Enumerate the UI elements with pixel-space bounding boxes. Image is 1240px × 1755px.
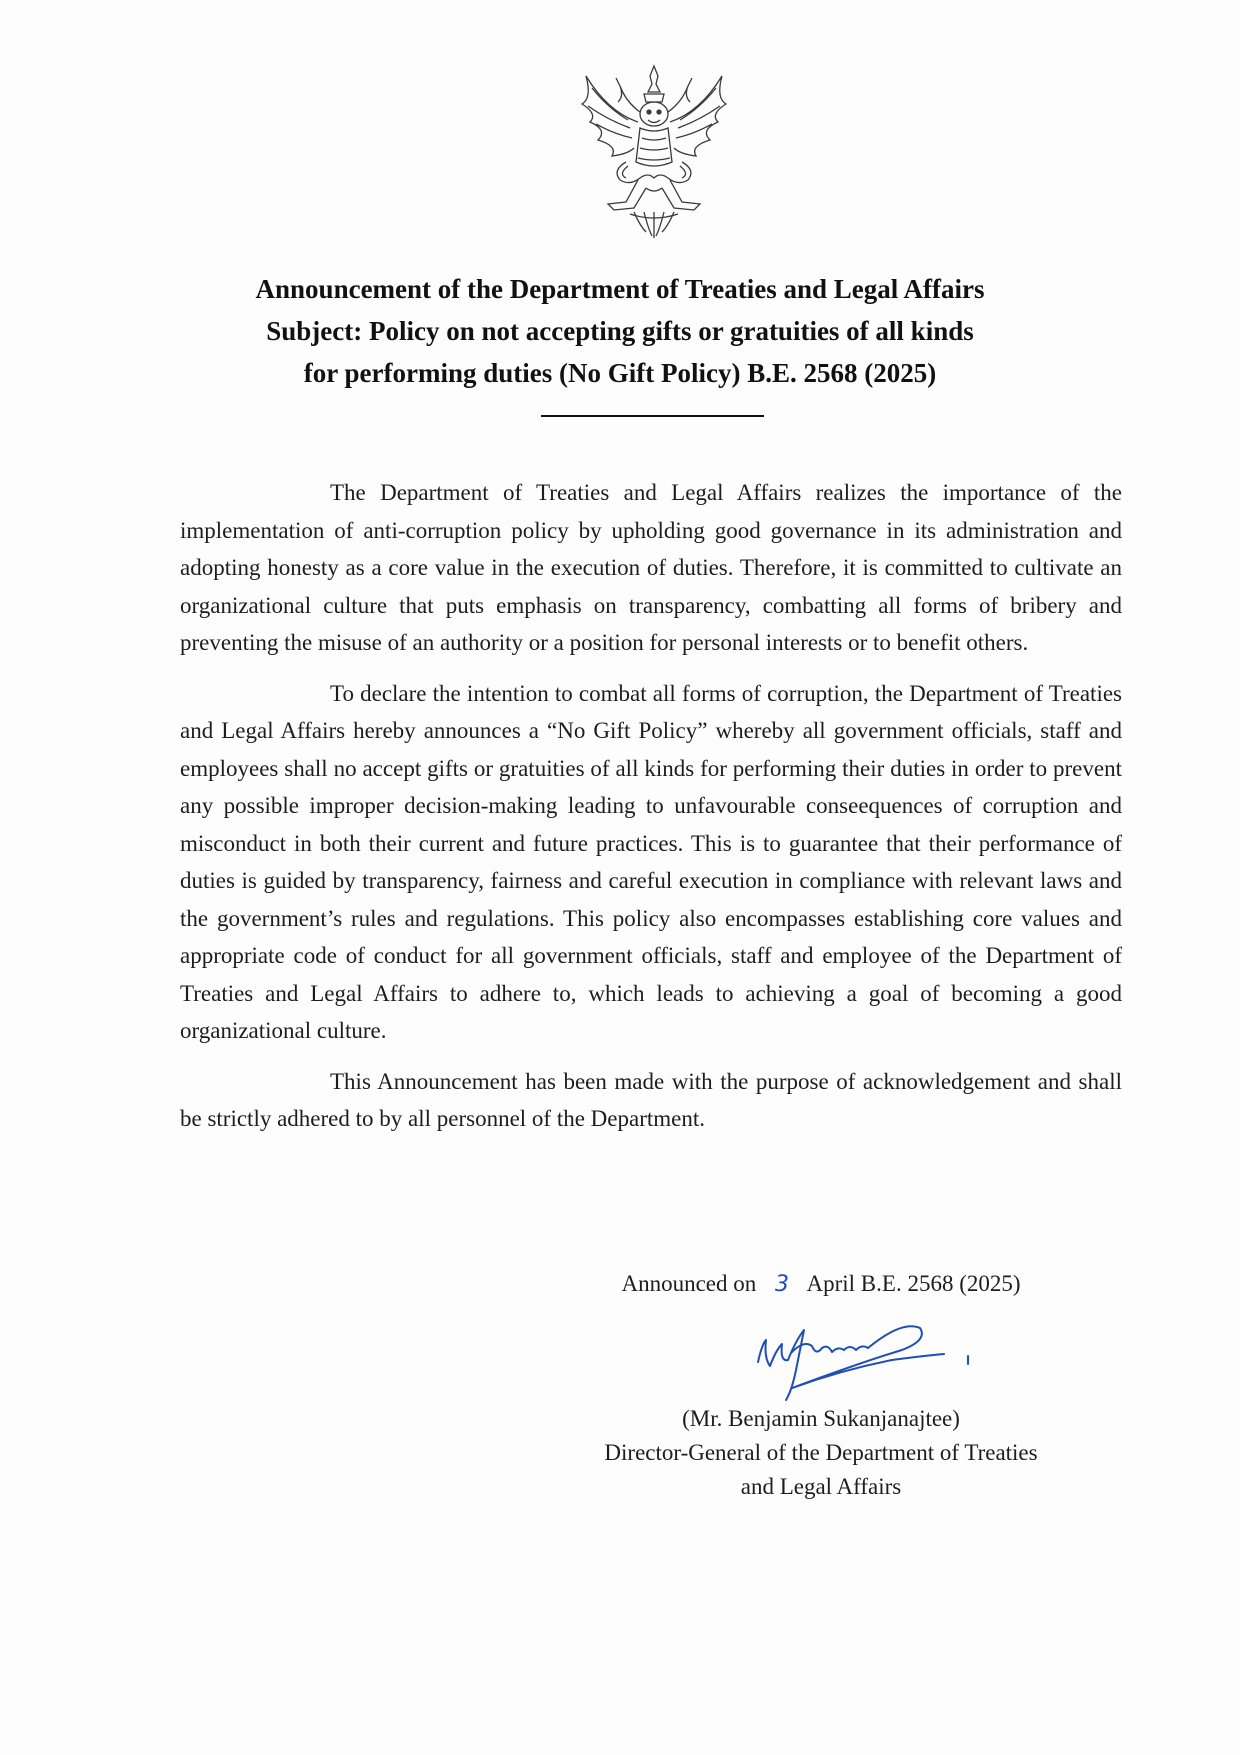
signatory-name: (Mr. Benjamin Sukanjanajtee) (682, 1406, 960, 1431)
body-paragraph-3: This Announcement has been made with the purpose of acknowledgement and shall be strictly adhered to by all personnel of the Department. (180, 1068, 1122, 1131)
title-divider (541, 415, 764, 417)
handwritten-day: 3 (775, 1272, 790, 1297)
handwritten-signature-icon (752, 1300, 982, 1410)
title-line-2: Subject: Policy on not accepting gifts or gratuities of all kinds (266, 316, 974, 346)
signatory-position-line-1: Director-General of the Department of Treaties (604, 1440, 1038, 1465)
announcement-title (150, 268, 1090, 394)
announced-prefix: Announced on (621, 1271, 757, 1296)
signatory-block (560, 1402, 1082, 1504)
announcement-body (180, 474, 1122, 1151)
body-paragraph-2: To declare the intention to combat all forms of corruption, the Department of Treaties and Legal Affairs hereby announces a “No Gift Policy” whereby all government officials, staff and employees shall no accept gifts or gratuities of all kinds for performing their duties in order to prevent any possible improper decision-making leading to unfavourable conseequences of corruption and misconduct in both their current and future practices. This is to guarantee that their performance of duties is guided by transparency, fairness and careful execution in compliance with relevant laws and the government’s rules and regulations. This policy also encompasses establishing core values and appropriate code of conduct for all government officials, staff and employee of the Department of Treaties and Legal Affairs to adhere to, which leads to achieving a goal of becoming a good organizational culture. (180, 680, 1122, 1043)
announcement-date (560, 1266, 1082, 1303)
title-line-1: Announcement of the Department of Treaties and Legal Affairs (255, 274, 985, 304)
signatory-position-line-2: and Legal Affairs (740, 1474, 902, 1499)
announced-suffix: April B.E. 2568 (2025) (806, 1271, 1021, 1296)
garuda-emblem-icon (568, 62, 740, 238)
body-paragraph-1: The Department of Treaties and Legal Affairs realizes the importance of the implementation of anti-corruption policy by upholding good governance in its administration and adopting honesty as a core value in the execution of duties. Therefore, it is committed to cultivate an organizational culture that puts emphasis on transparency, combatting all forms of bribery and preventing the misuse of an authority or a position for personal interests or to benefit others. (180, 480, 1122, 655)
title-line-3: for performing duties (No Gift Policy) B.E. 2568 (2025) (303, 358, 937, 388)
